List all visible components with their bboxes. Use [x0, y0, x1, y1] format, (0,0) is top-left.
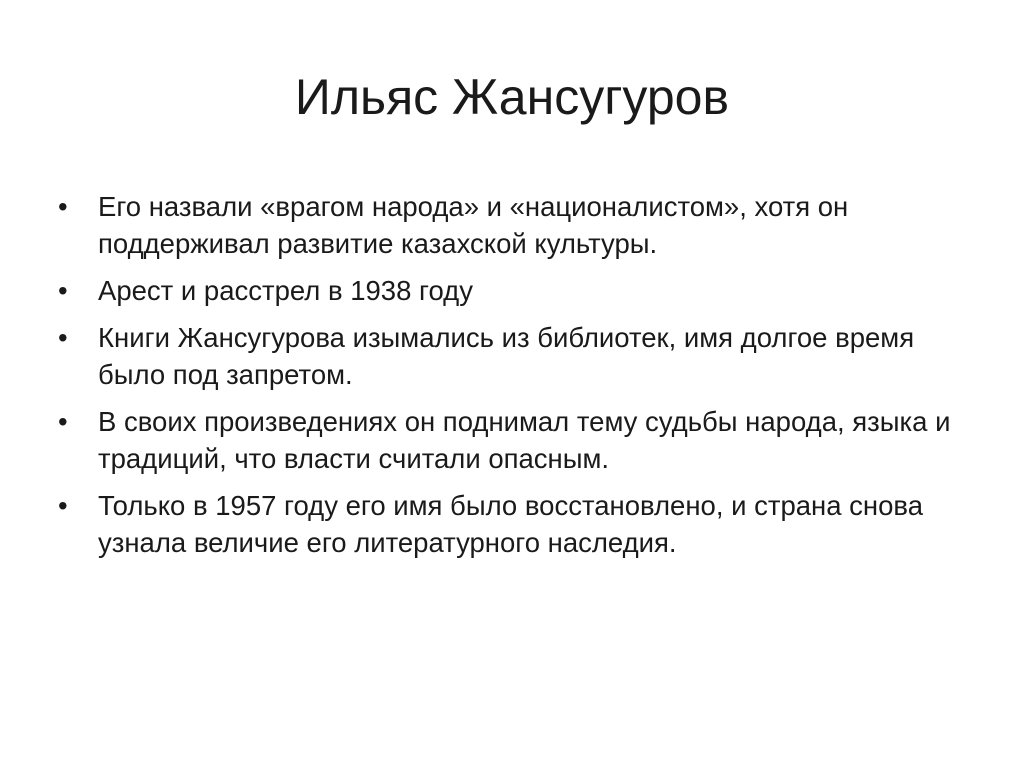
list-item — [58, 272, 978, 309]
bullet-dot-icon: • — [58, 322, 68, 353]
slide-title: Ильяс Жансугуров — [294, 69, 730, 125]
bullet-dot-icon: • — [58, 490, 68, 521]
list-item — [58, 487, 978, 561]
list-item — [58, 188, 978, 262]
bullet-list — [58, 188, 978, 571]
bullet-dot-icon: • — [58, 406, 68, 437]
bullet-text: Только в 1957 году его имя было восстановлено, и страна снова узнала величие его литературного наследия. — [98, 490, 923, 558]
bullet-text: Книги Жансугурова изымались из библиотек, имя долгое время было под запретом. — [98, 322, 915, 390]
bullet-text: Его назвали «врагом народа» и «националистом», хотя он поддерживал развитие казахской культуры. — [98, 191, 849, 259]
bullet-text: В своих произведениях он поднимал тему судьбы народа, языка и традиций, что власти считали опасным. — [98, 406, 951, 474]
bullet-text: Арест и расстрел в 1938 году — [98, 275, 473, 306]
list-item — [58, 319, 978, 393]
bullet-dot-icon: • — [58, 275, 68, 306]
list-item — [58, 403, 978, 477]
bullet-dot-icon: • — [58, 191, 68, 222]
